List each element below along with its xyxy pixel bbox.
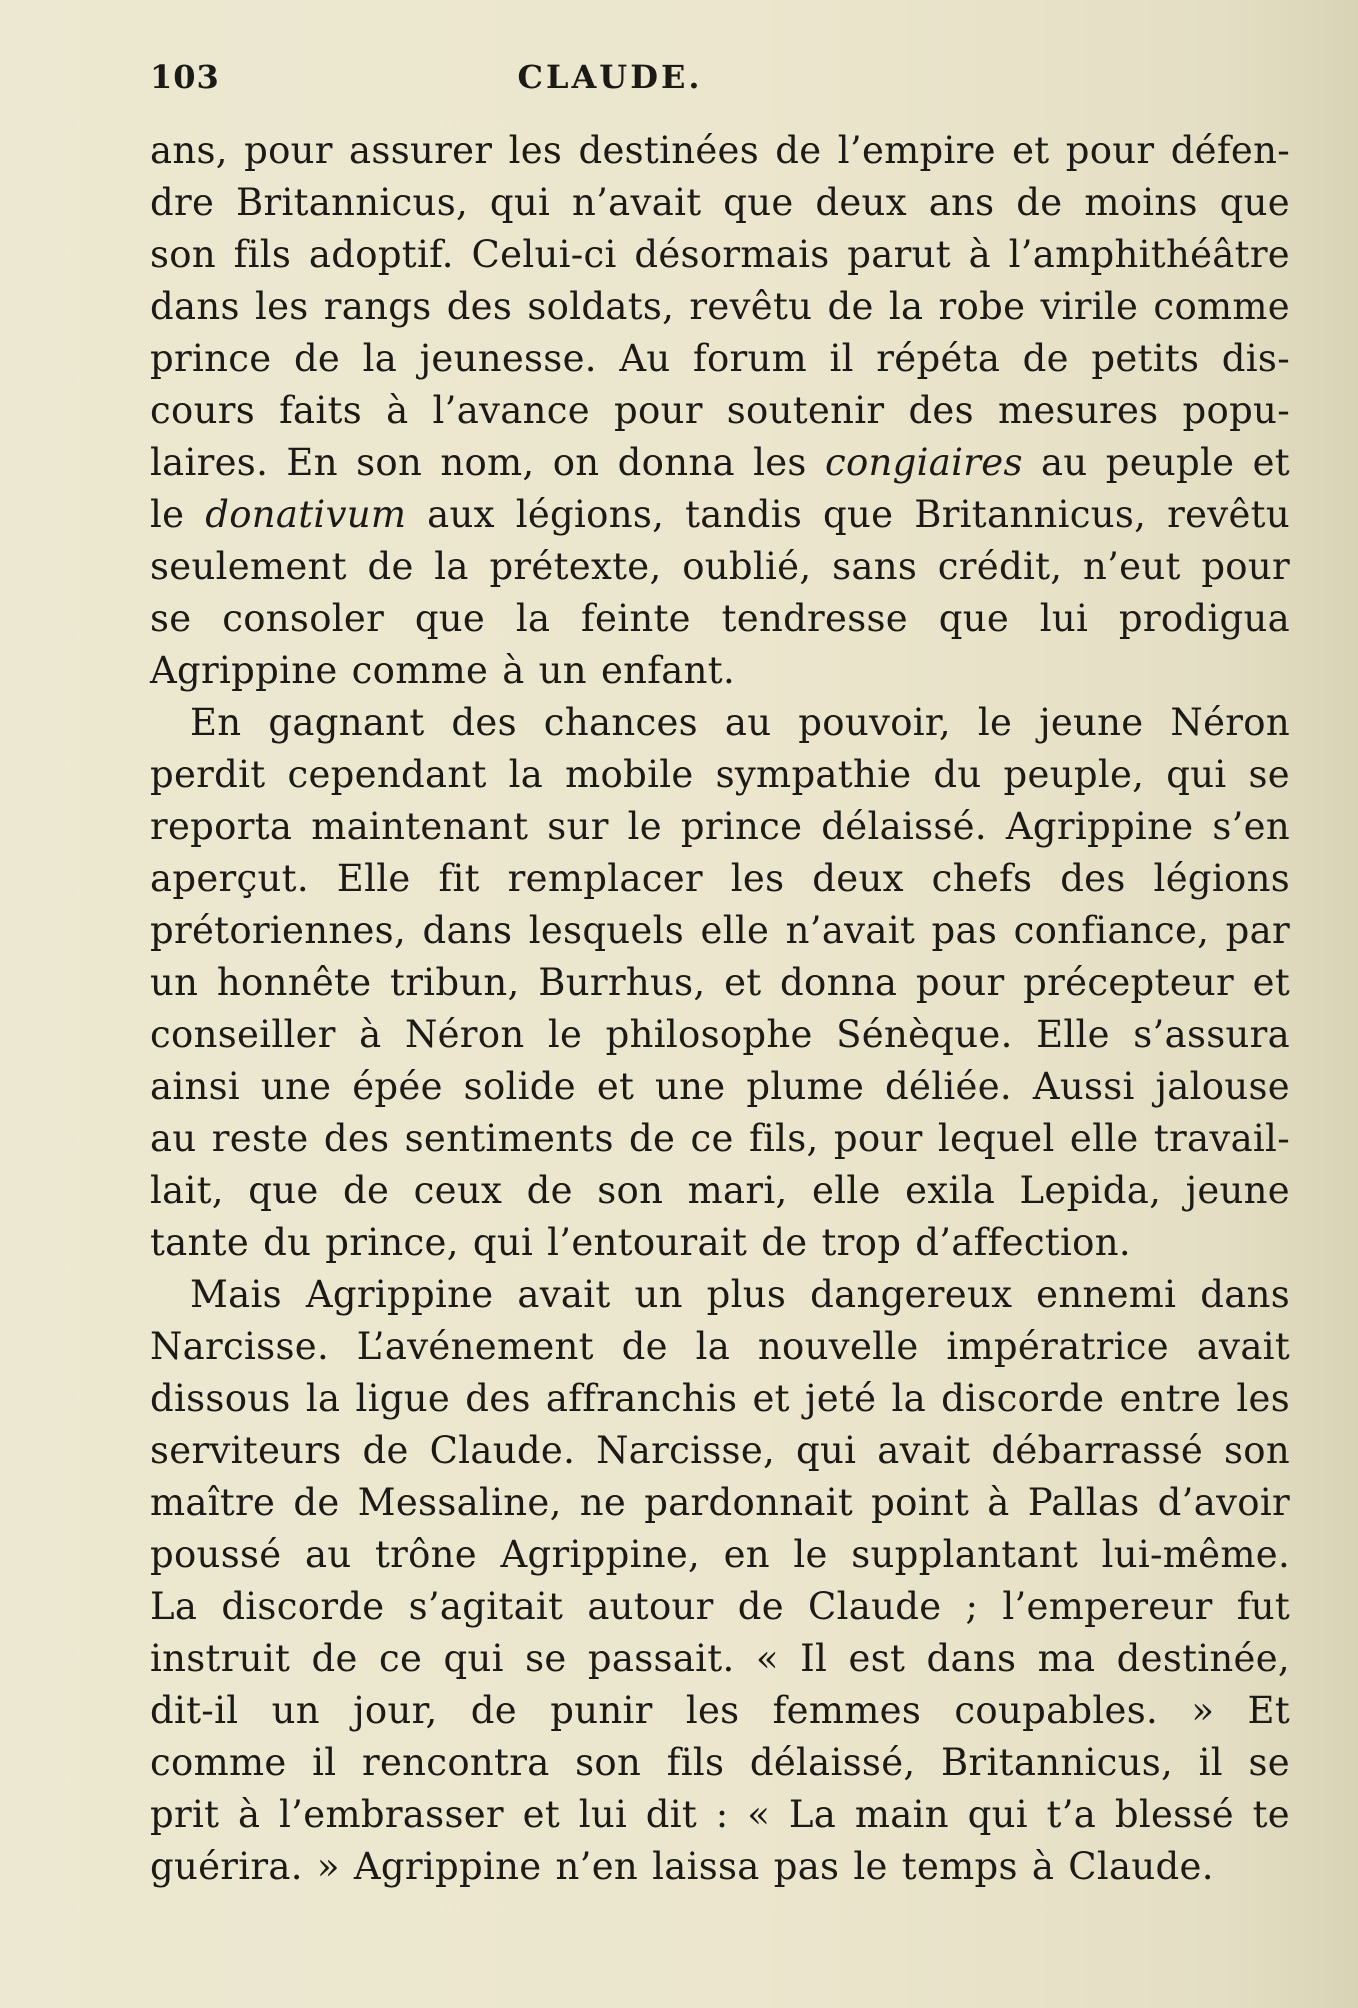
paragraph-end-line: guérira. » Agrippine n’en laissa pas le temps à Claude. [150, 1845, 1214, 1888]
running-head [150, 58, 1298, 108]
text-line: cours faits à l’avance pour soutenir des mesures popu- [150, 389, 1290, 432]
body-text [150, 125, 1290, 1893]
page-number: 103 [150, 58, 220, 96]
text-line: dans les rangs des soldats, revêtu de la robe virile comme [150, 285, 1290, 328]
text-run: au peuple et [1022, 441, 1290, 484]
text-line: poussé au trône Agrippine, en le supplantant lui-même. [150, 1533, 1290, 1576]
text-line: dit-il un jour, de punir les femmes coupables. » Et [150, 1689, 1290, 1732]
text-line: La discorde s’agitait autour de Claude ; l’empereur fut [150, 1585, 1290, 1628]
paragraph-start-line: En gagnant des chances au pouvoir, le jeune Néron [190, 701, 1290, 744]
text-line: seulement de la prétexte, oublié, sans crédit, n’eut pour [150, 545, 1290, 588]
text-line [150, 489, 1290, 541]
text-line: un honnête tribun, Burrhus, et donna pour précepteur et [150, 961, 1290, 1004]
text-line: Narcisse. L’avénement de la nouvelle impératrice avait [150, 1325, 1290, 1368]
text-line: prétoriennes, dans lesquels elle n’avait pas confiance, par [150, 909, 1290, 952]
text-line: se consoler que la feinte tendresse que lui prodigua [150, 597, 1290, 640]
text-line: comme il rencontra son fils délaissé, Britannicus, il se [150, 1741, 1290, 1784]
text-line: aperçut. Elle fit remplacer les deux chefs des légions [150, 857, 1290, 900]
text-line: lait, que de ceux de son mari, elle exila Lepida, jeune [150, 1169, 1290, 1212]
text-line: son fils adoptif. Celui-ci désormais parut à l’amphithéâtre [150, 233, 1290, 276]
running-title: CLAUDE. [517, 58, 703, 96]
text-line: dre Britannicus, qui n’avait que deux ans de moins que [150, 181, 1290, 224]
text-line [150, 437, 1290, 489]
paragraph-end-line: Agrippine comme à un enfant. [150, 649, 736, 692]
text-line: conseiller à Néron le philosophe Sénèque. Elle s’assura [150, 1013, 1290, 1056]
italic-term: donativum [205, 493, 407, 536]
text-line: maître de Messaline, ne pardonnait point à Pallas d’avoir [150, 1481, 1290, 1524]
text-run: le [150, 493, 206, 536]
italic-term: congiaires [824, 441, 1023, 484]
text-run: laires. En son nom, on donna les [150, 441, 825, 484]
text-line: serviteurs de Claude. Narcisse, qui avait débarrassé son [150, 1429, 1290, 1472]
text-line: instruit de ce qui se passait. « Il est dans ma destinée, [150, 1637, 1290, 1680]
text-line: reporta maintenant sur le prince délaissé. Agrippine s’en [150, 805, 1290, 848]
text-line: prince de la jeunesse. Au forum il répéta de petits dis- [150, 337, 1290, 380]
text-line: ans, pour assurer les destinées de l’empire et pour défen- [150, 129, 1290, 172]
text-line: ainsi une épée solide et une plume déliée. Aussi jalouse [150, 1065, 1290, 1108]
text-line: prit à l’embrasser et lui dit : « La main qui t’a blessé te [150, 1793, 1290, 1836]
text-line: dissous la ligue des affranchis et jeté la discorde entre les [150, 1377, 1290, 1420]
text-run: aux légions, tandis que Britannicus, revêtu [406, 493, 1290, 536]
paragraph-end-line: tante du prince, qui l’entourait de trop d’affection. [150, 1221, 1131, 1264]
text-line: au reste des sentiments de ce fils, pour lequel elle travail- [150, 1117, 1290, 1160]
text-line: perdit cependant la mobile sympathie du peuple, qui se [150, 753, 1290, 796]
paragraph-start-line: Mais Agrippine avait un plus dangereux ennemi dans [190, 1273, 1290, 1316]
